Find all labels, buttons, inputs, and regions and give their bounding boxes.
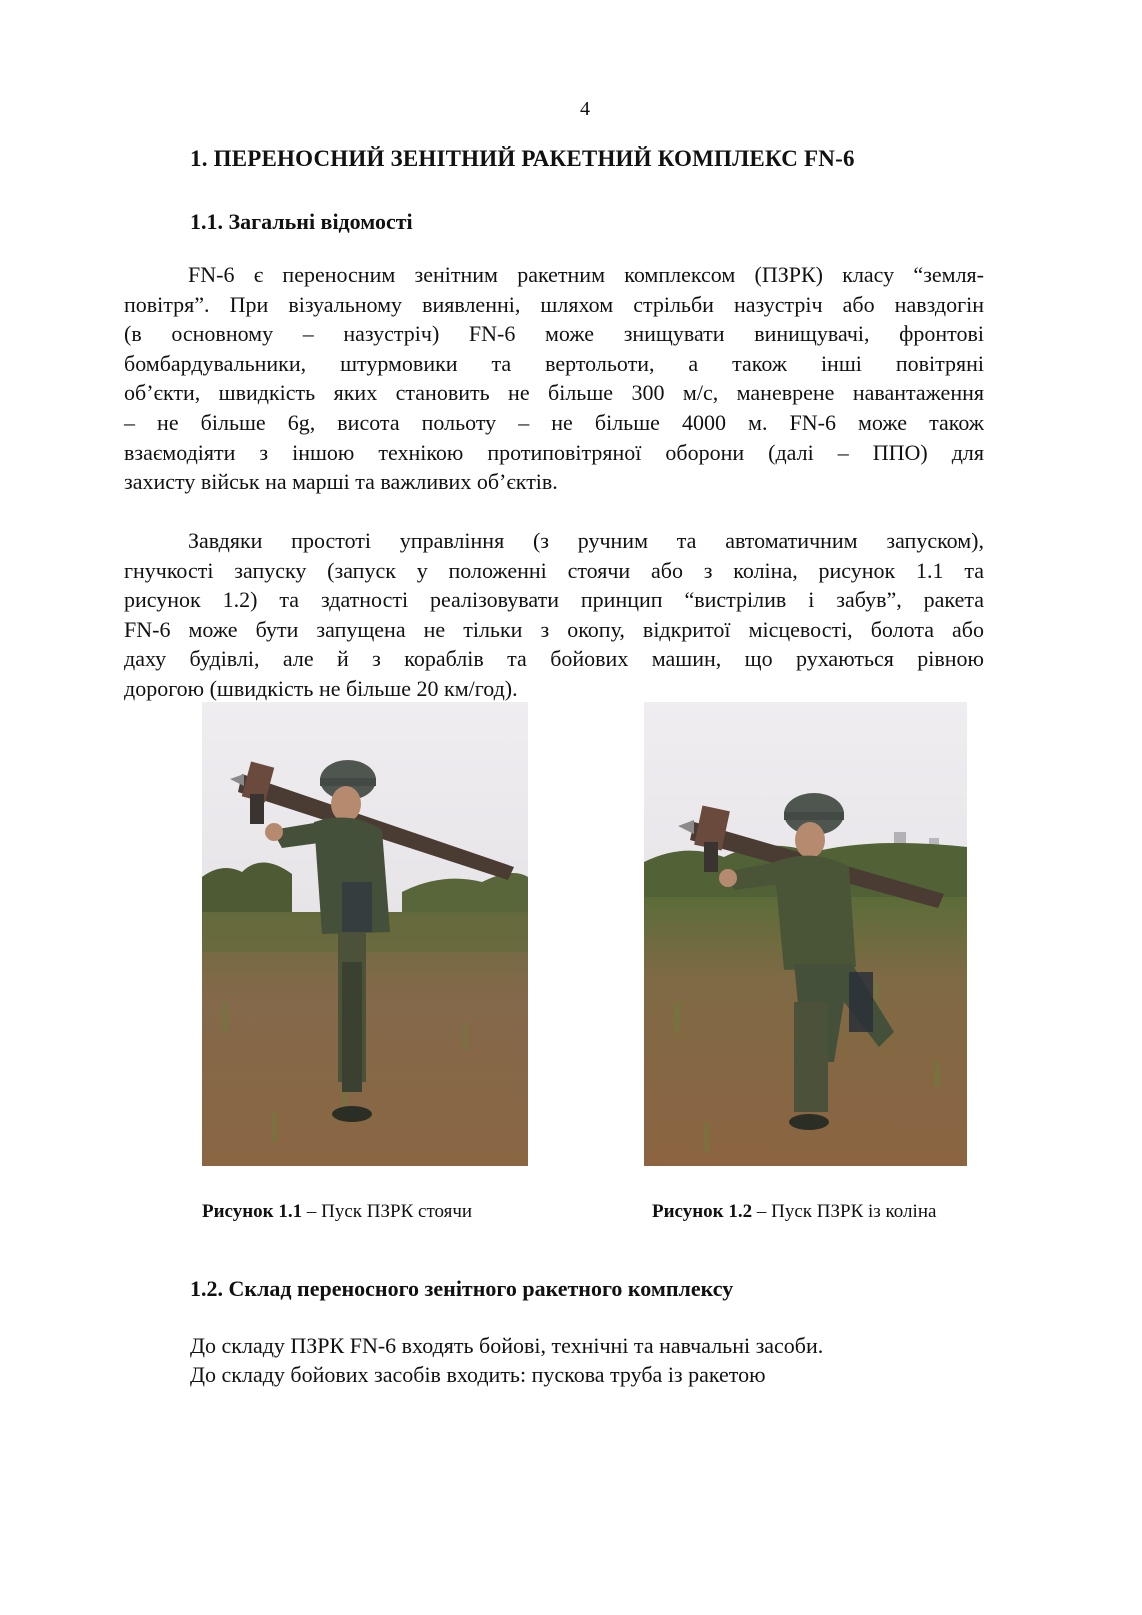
text-line: – не більше 6g, висота польоту – не більше 4000 м. FN-6 може також xyxy=(124,409,984,435)
subsection-title-1-2: 1.2. Склад переносного зенітного ракетного комплексу xyxy=(190,1276,734,1301)
text-line: рисунок 1.2) та здатності реалізовувати принцип “вистрілив і забув”, ракета xyxy=(124,587,984,613)
text-line: До складу бойових засобів входить: пускова труба із ракетою xyxy=(190,1362,766,1387)
figure-1-2-caption xyxy=(652,1201,936,1223)
text-line: До складу ПЗРК FN-6 входять бойові, технічні та навчальні засоби. xyxy=(190,1333,824,1358)
text-line: FN-6 є переносним зенітним ракетним комплексом (ПЗРК) класу “земля- xyxy=(188,262,984,287)
figure-1-1-caption-text: – Пуск ПЗРК стоячи xyxy=(302,1201,473,1222)
text-line: (в основному – назустріч) FN-6 може знищувати винищувачі, фронтові xyxy=(124,321,984,347)
text-line: FN-6 може бути запущена не тільки з окопу, відкритої місцевості, болота або xyxy=(124,616,984,642)
page-number: 4 xyxy=(580,98,590,120)
standing-soldier-image xyxy=(202,702,528,1166)
text-line: дорогою (швидкість не більше 20 км/год). xyxy=(124,675,518,701)
figure-1-2-label: Рисунок 1.2 xyxy=(652,1201,753,1222)
text-line: даху будівлі, але й з кораблів та бойових машин, що рухаються рівною xyxy=(124,646,984,672)
paragraph-launch-flexibility xyxy=(124,526,984,704)
text-line: гнучкості запуску (запуск у положенні стоячи або з коліна, рисунок 1.1 та xyxy=(124,557,984,583)
figure-1-1-photo xyxy=(202,702,528,1166)
text-line: взаємодіяти з іншою технікою протиповітряної оборони (далі – ППО) для xyxy=(124,439,984,465)
figure-1-2-photo xyxy=(644,702,967,1166)
text-line: повітря”. При візуальному виявленні, шляхом стрільби назустріч або навздогін xyxy=(124,291,984,317)
text-line: об’єкти, швидкість яких становить не більше 300 м/с, маневрене навантаження xyxy=(124,380,984,406)
kneeling-soldier-image xyxy=(644,702,967,1166)
section-title: 1. ПЕРЕНОСНИЙ ЗЕНІТНИЙ РАКЕТНИЙ КОМПЛЕКС FN-6 xyxy=(190,146,855,171)
figure-1-2-caption-text: – Пуск ПЗРК із коліна xyxy=(752,1201,937,1222)
text-line: бомбардувальники, штурмовики та вертольоти, а також інші повітряні xyxy=(124,350,984,376)
paragraph-general-info xyxy=(124,260,984,497)
subsection-title-1-1: 1.1. Загальні відомості xyxy=(190,209,413,234)
text-line: Завдяки простоті управління (з ручним та автоматичним запуском), xyxy=(188,528,984,553)
text-line: захисту військ на марші та важливих об’єктів. xyxy=(124,469,558,495)
figure-1-1-caption xyxy=(202,1201,472,1223)
figure-1-1-label: Рисунок 1.1 xyxy=(202,1201,303,1222)
